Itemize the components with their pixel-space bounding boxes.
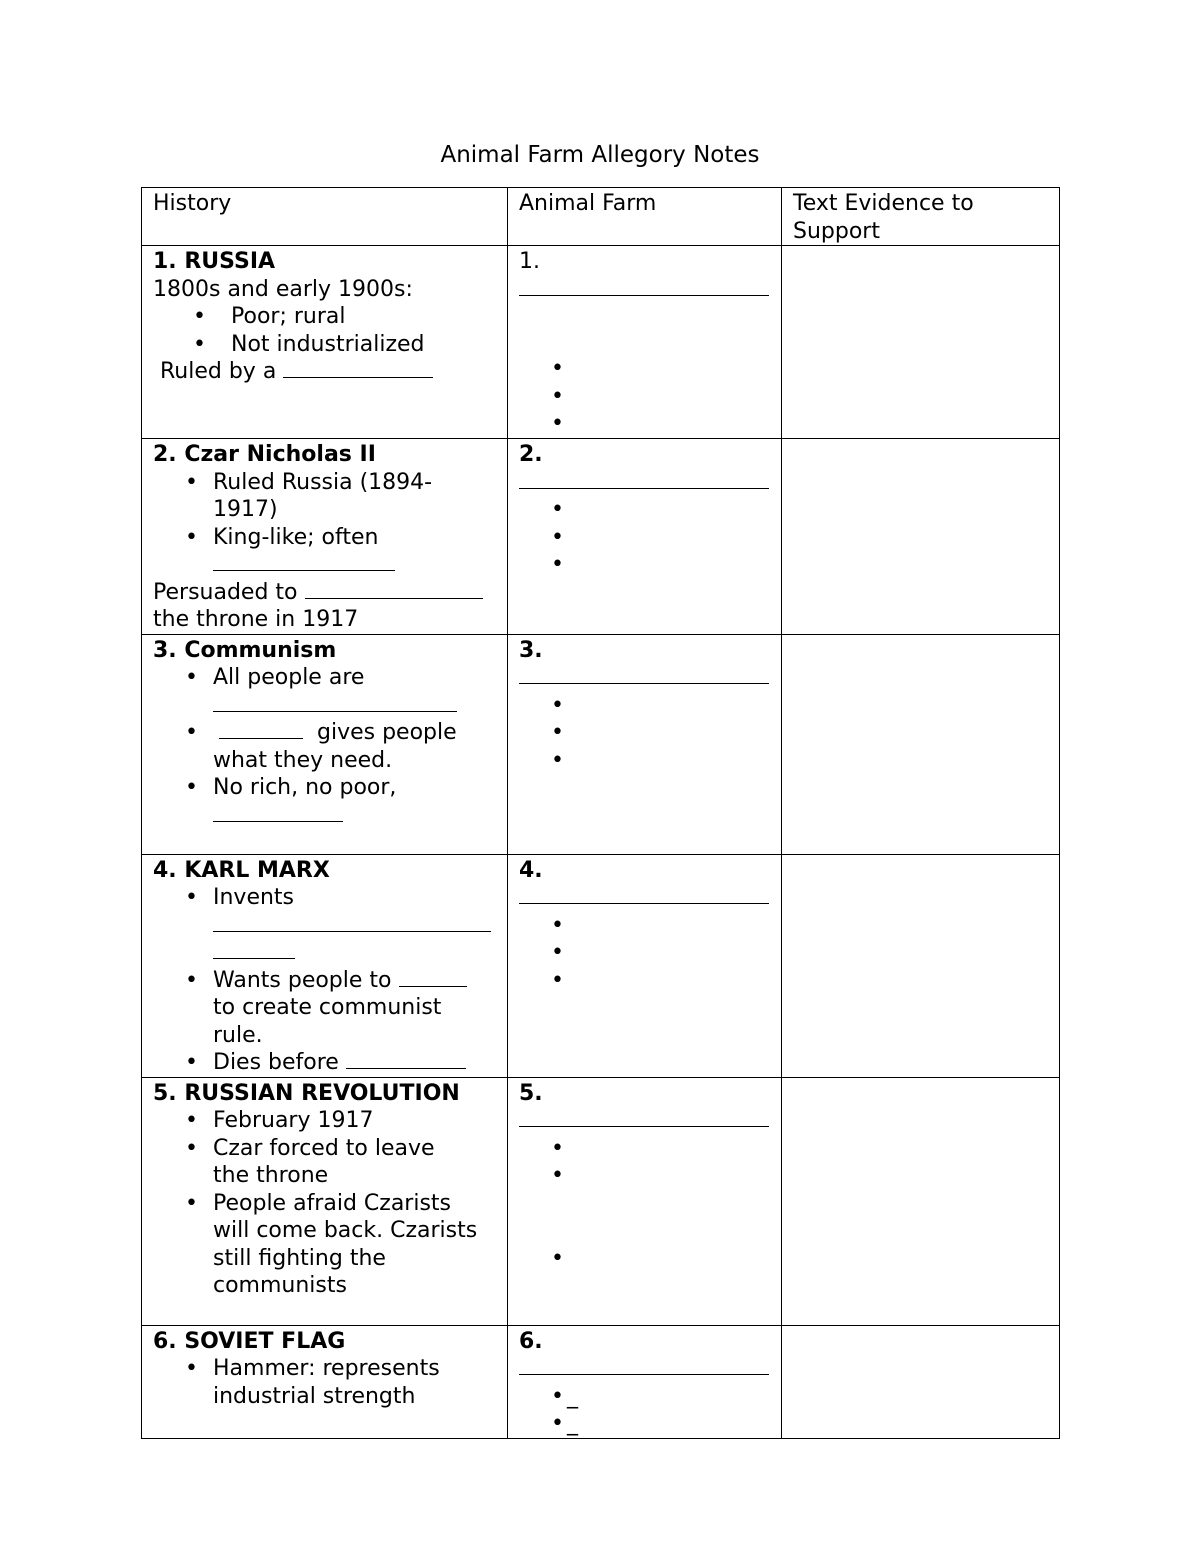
row-heading: 6. SOVIET FLAG — [153, 1328, 346, 1354]
list-item-text: All people are — [213, 665, 365, 690]
list-item: • Czar forced to leave the throne — [153, 1135, 497, 1190]
list-item — [519, 967, 771, 995]
list-item — [519, 719, 771, 747]
answer-number: 1. — [519, 249, 540, 274]
list-item — [153, 664, 497, 719]
table-row — [142, 854, 1060, 1077]
page-title: Animal Farm Allegory Notes — [440, 142, 760, 168]
fill-blank[interactable] — [399, 968, 467, 987]
fill-blank[interactable] — [519, 277, 769, 296]
animal-farm-cell — [508, 854, 782, 1077]
row-heading: 3. Communism — [153, 637, 337, 663]
list-item — [519, 692, 771, 720]
header-animal-farm: Animal Farm — [508, 188, 782, 246]
fill-blank[interactable] — [213, 913, 491, 932]
answer-line — [519, 248, 771, 303]
bullet-list — [519, 692, 771, 775]
history-cell — [142, 439, 508, 635]
table-header-row — [142, 188, 1060, 246]
list-item — [519, 1383, 771, 1411]
row-outro — [153, 358, 497, 386]
text-evidence-cell[interactable] — [782, 439, 1060, 635]
animal-farm-cell — [508, 1077, 782, 1325]
list-item — [153, 884, 497, 967]
history-cell — [142, 634, 508, 854]
table-row — [142, 1077, 1060, 1325]
fill-blank[interactable] — [213, 552, 395, 571]
list-item-text: _ — [567, 1411, 578, 1436]
answer-line — [519, 857, 771, 912]
animal-farm-cell — [508, 439, 782, 635]
table-row — [142, 439, 1060, 635]
fill-blank[interactable] — [305, 580, 483, 599]
list-item — [519, 1245, 771, 1273]
animal-farm-cell — [508, 1325, 782, 1438]
fill-blank[interactable] — [219, 720, 303, 739]
bullet-list — [153, 884, 497, 1077]
bullet-list — [519, 1135, 771, 1273]
fill-blank[interactable] — [519, 665, 769, 684]
header-history: History — [142, 188, 508, 246]
bullet-list — [519, 355, 771, 438]
row-intro: 1800s and early 1900s: — [153, 276, 413, 302]
list-item: • Not industrialized — [161, 331, 497, 359]
text-evidence-cell[interactable] — [782, 634, 1060, 854]
list-item-text: _ — [567, 1383, 578, 1409]
row-outro-text: Persuaded to — [153, 579, 298, 605]
list-item — [519, 1135, 771, 1163]
history-cell — [142, 1325, 508, 1438]
list-item: • Hammer: represents industrial strength — [153, 1355, 497, 1410]
answer-number: 2. — [519, 442, 543, 467]
answer-number: 3. — [519, 637, 543, 663]
fill-blank[interactable] — [213, 693, 457, 712]
row-outro-text: Ruled by a — [160, 359, 277, 384]
row-heading: 4. KARL MARX — [153, 857, 330, 883]
list-item — [153, 967, 497, 1050]
bullet-list — [153, 1107, 497, 1300]
row-heading: 2. Czar Nicholas II — [153, 442, 376, 467]
bullet-list — [519, 912, 771, 995]
answer-line — [519, 1328, 771, 1383]
list-item — [519, 1162, 771, 1190]
fill-blank[interactable] — [519, 1108, 769, 1127]
bullet-list — [153, 1355, 497, 1410]
bullet-list — [519, 496, 771, 579]
list-item: • Ruled Russia (1894-1917) — [153, 469, 497, 524]
header-text-evidence: Text Evidence to Support — [782, 188, 1060, 246]
answer-number: 5. — [519, 1080, 543, 1106]
list-item — [519, 939, 771, 967]
animal-farm-cell — [508, 634, 782, 854]
bullet-list — [153, 469, 497, 579]
list-item — [519, 496, 771, 524]
animal-farm-cell — [508, 246, 782, 439]
answer-number: 4. — [519, 857, 543, 883]
text-evidence-cell[interactable] — [782, 1077, 1060, 1325]
fill-blank[interactable] — [519, 470, 769, 489]
list-item — [519, 747, 771, 775]
row-outro-2: the throne in 1917 — [153, 607, 359, 632]
list-item — [519, 524, 771, 552]
list-item — [153, 774, 497, 829]
row-outro — [153, 579, 497, 607]
answer-line — [519, 637, 771, 692]
allegory-notes-table — [141, 187, 1060, 1439]
list-item: • February 1917 — [153, 1107, 497, 1135]
list-item — [519, 551, 771, 579]
list-item: • Poor; rural — [161, 303, 497, 331]
table-row — [142, 634, 1060, 854]
list-item — [153, 524, 497, 579]
answer-line — [519, 1080, 771, 1135]
history-cell — [142, 1077, 508, 1325]
list-item-text: Dies before — [213, 1050, 339, 1075]
list-item-text: Wants people to — [213, 967, 392, 993]
list-item-text: Invents — [213, 885, 295, 910]
row-heading: 1. RUSSIA — [153, 249, 276, 274]
list-item: • People afraid Czarists will come back. Czarists still fighting the communists — [153, 1190, 497, 1300]
fill-blank[interactable] — [519, 1356, 769, 1375]
list-item — [153, 1049, 497, 1077]
list-item-text: No rich, no poor, — [213, 775, 397, 800]
row-heading: 5. RUSSIAN REVOLUTION — [153, 1080, 460, 1106]
list-item — [519, 912, 771, 940]
bullet-list — [519, 1383, 771, 1438]
list-item-text: to create communist rule. — [213, 995, 442, 1048]
list-item — [519, 410, 771, 438]
fill-blank[interactable] — [213, 803, 343, 822]
answer-line — [519, 441, 771, 496]
list-item-text: King-like; often — [213, 524, 379, 550]
list-item — [519, 1410, 771, 1438]
fill-blank[interactable] — [213, 940, 295, 959]
history-cell — [142, 854, 508, 1077]
text-evidence-cell[interactable] — [782, 1325, 1060, 1438]
fill-blank[interactable] — [283, 359, 433, 378]
fill-blank[interactable] — [346, 1050, 466, 1069]
text-evidence-cell[interactable] — [782, 854, 1060, 1077]
list-item — [519, 383, 771, 411]
list-item — [519, 355, 771, 383]
bullet-list — [161, 303, 497, 358]
answer-number: 6. — [519, 1328, 543, 1354]
text-evidence-cell[interactable] — [782, 246, 1060, 439]
table-row — [142, 246, 1060, 439]
table-row — [142, 1325, 1060, 1438]
fill-blank[interactable] — [519, 885, 769, 904]
list-item — [153, 719, 497, 774]
history-cell — [142, 246, 508, 439]
bullet-list — [153, 664, 497, 829]
list-item-text: gives people what they need. — [213, 720, 457, 773]
